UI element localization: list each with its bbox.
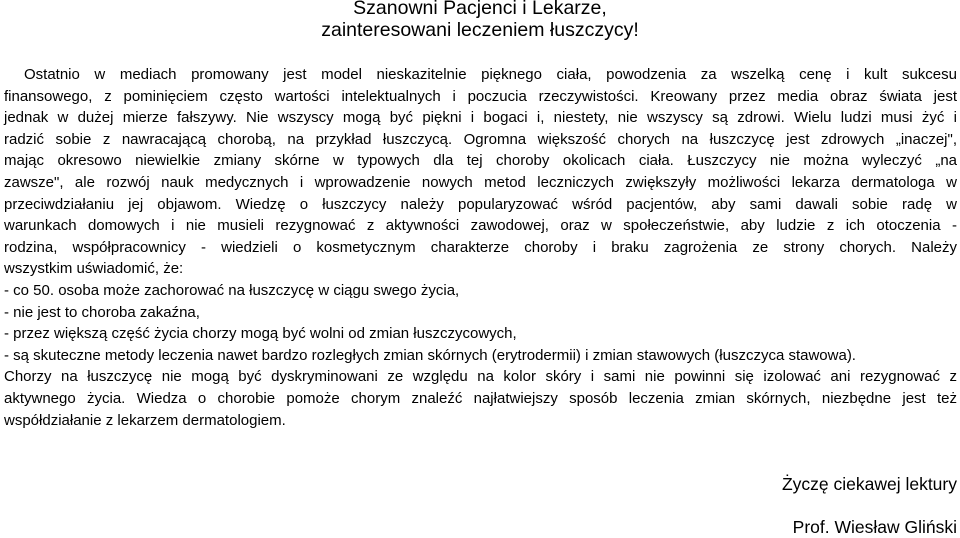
- paragraph-line: rodzina, współpracownicy - wiedzieli o kosmetycznym charakterze choroby i braku zagrożenia ze strony chorych. Należy: [4, 238, 957, 256]
- author-signature: Prof. Wiesław Gliński: [792, 517, 957, 537]
- paragraph-line: jednak w dużej mierze fałszywy. Nie wszyscy mogą być piękni i bogaci i, niestety, nie wszyscy są zdrowi. Wielu ludzi musi żyć i: [4, 109, 957, 127]
- closing-paragraph: [4, 366, 957, 431]
- closing-wishes: Życzę ciekawej lektury: [781, 474, 957, 494]
- paragraph-line: przeciwdziałaniu jej objawom. Wiedzę o łuszczycy należy popularyzować wśród pacjentów, aby sami dawali sobie radę w: [4, 195, 957, 213]
- fact-item: - są skuteczne metody leczenia nawet bardzo rozległych zmian skórnych (erytrodermii) i zmian stawowych (łuszczyca stawowa).: [4, 346, 856, 364]
- paragraph-line: mając okresowo niewielkie zmiany skórne w typowych dla tej choroby okolicach ciała. Łuszczycy nie można wyleczyć „na: [4, 152, 957, 170]
- paragraph-line: radzić sobie z nawracającą chorobą, na przykład łuszczycą. Ogromna większość chorych na łuszczycę jest zdrowych „inaczej",: [4, 130, 957, 148]
- fact-item: - co 50. osoba może zachorować na łuszczycę w ciągu swego życia,: [4, 281, 460, 299]
- paragraph-line: współdziałanie z lekarzem dermatologiem.: [4, 411, 286, 429]
- title-line-1: Szanowni Pacjenci i Lekarze,: [353, 0, 607, 19]
- facts-list: [4, 280, 957, 366]
- paragraph-line: Chorzy na łuszczycę nie mogą być dyskryminowani ze względu na kolor skóry i sami nie powinni się izolować ani rezygnować z: [4, 368, 957, 386]
- intro-paragraph: [4, 64, 957, 280]
- paragraph-line: zawsze", ale rozwój nauk medycznych i wprowadzenie nowych metod leczniczych zwiększyły możliwości lekarza dermatologa w: [4, 173, 957, 191]
- fact-item: - przez większą część życia chorzy mogą być wolni od zmian łuszczycowych,: [4, 325, 517, 343]
- paragraph-line: Ostatnio w mediach promowany jest model nieskazitelnie pięknego ciała, powodzenia za wszelką cenę i kult sukcesu: [24, 66, 957, 83]
- fact-item: - nie jest to choroba zakaźna,: [4, 303, 200, 321]
- paragraph-line: aktywnego życia. Wiedza o chorobie pomoże chorym znaleźć najłatwiejszy sposób leczenia zmian skórnych, niezbędne jest też: [4, 389, 957, 407]
- paragraph-line: wszystkim uświadomić, że:: [4, 260, 184, 278]
- paragraph-line: finansowego, z pominięciem często wartości intelektualnych i poczucia rzeczywistości. Kreowany przez media obraz świata jest: [4, 87, 957, 105]
- paragraph-line: warunkach domowych i nie musieli rezygnować z aktywności zawodowej, oraz w społeczeństwie, aby ludzie z ich otoczenia -: [4, 217, 957, 235]
- title-line-2: zainteresowani leczeniem łuszczycy!: [321, 19, 639, 41]
- letter-body: [4, 64, 957, 431]
